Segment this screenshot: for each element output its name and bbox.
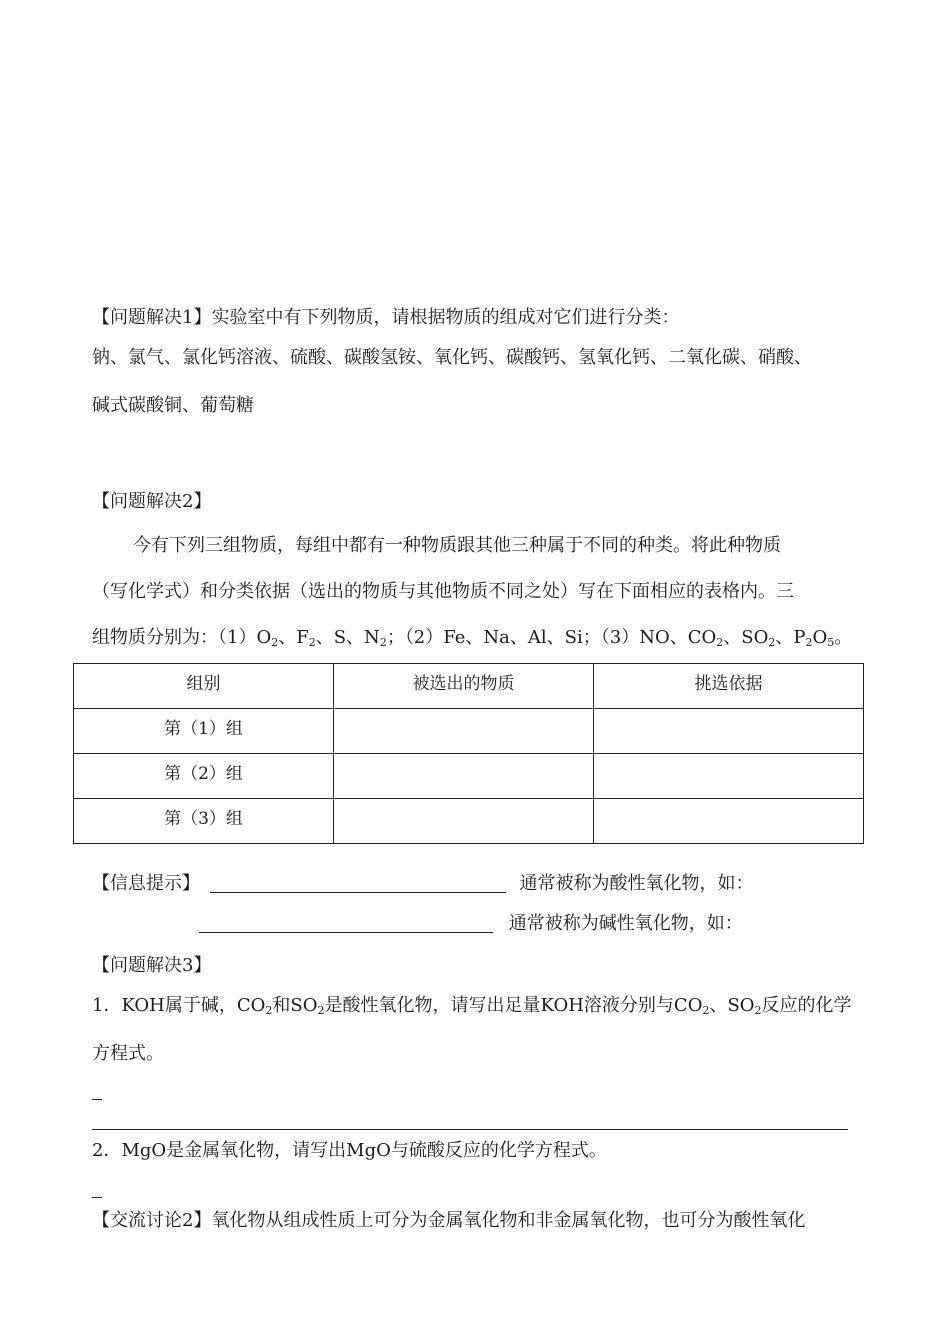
problem-3-heading: 【问题解决3】 (92, 955, 212, 976)
substance-list-line-1: 钠、氯气、氯化钙溶液、硫酸、碳酸氢铵、氧化钙、碳酸钙、氢氧化钙、二氧化碳、硝酸、 (92, 347, 812, 368)
problem-2-para-1: 今有下列三组物质，每组中都有一种物质跟其他三种属于不同的种类。将此种物质 (133, 535, 781, 556)
header-selected-substance: 被选出的物质 (334, 664, 594, 709)
table-row (74, 799, 864, 844)
acidic-oxide-blank[interactable] (210, 874, 506, 893)
answer-cell[interactable] (594, 799, 864, 844)
answer-cell[interactable] (334, 799, 594, 844)
answer-cell[interactable] (594, 754, 864, 799)
substance-list-line-2: 碱式碳酸铜、葡萄糖 (92, 395, 254, 416)
table-header-row (74, 664, 864, 709)
discussion-2-text: 【交流讨论2】氧化物从组成性质上可分为金属氧化物和非金属氧化物，也可分为酸性氧化 (92, 1210, 806, 1231)
answer-marker (92, 1197, 102, 1198)
problem-1-heading: 【问题解决1】实验室中有下列物质，请根据物质的组成对它们进行分类： (92, 307, 680, 328)
group-cell: 第（3）组 (74, 799, 334, 844)
question-1-line-1: 1．KOH属于碱，$CO_2$和$SO_2$是酸性氧化物，请写出足量KOH溶液分别与$CO_2$、$SO_2$反应的化学 (92, 995, 852, 1017)
answer-line-1[interactable] (92, 1129, 848, 1130)
group-cell: 第（1）组 (74, 709, 334, 754)
basic-oxide-blank[interactable] (199, 914, 493, 933)
answer-marker (92, 1099, 102, 1100)
info-hint-label: 【信息提示】 (92, 873, 200, 894)
table-row (74, 754, 864, 799)
table-row (74, 709, 864, 754)
basic-oxide-text: 通常被称为碱性氧化物，如： (508, 913, 743, 934)
classification-table (73, 663, 864, 844)
problem-2-heading: 【问题解决2】 (92, 491, 212, 512)
acidic-oxide-text: 通常被称为酸性氧化物，如： (519, 873, 754, 894)
problem-2-para-3: 组物质分别为：$(1)O_2$、$F_2$、S、$N_2$；（2）Fe、Na、Al、Si；（3）NO、$CO_2$、$SO_2$、$P_2O_5$。 (92, 627, 853, 649)
question-2: 2．MgO是金属氧化物，请写出MgO与硫酸反应的化学方程式。 (92, 1140, 607, 1161)
info-hint-line-1 (92, 872, 753, 896)
problem-2-para-2: （写化学式）和分类依据（选出的物质与其他物质不同之处）写在下面相应的表格内。三 (92, 581, 794, 602)
header-basis: 挑选依据 (594, 664, 864, 709)
answer-cell[interactable] (594, 709, 864, 754)
header-group: 组别 (74, 664, 334, 709)
group-cell: 第（2）组 (74, 754, 334, 799)
info-hint-line-2 (199, 912, 743, 936)
answer-cell[interactable] (334, 754, 594, 799)
answer-cell[interactable] (334, 709, 594, 754)
question-1-line-2: 方程式。 (92, 1043, 164, 1064)
